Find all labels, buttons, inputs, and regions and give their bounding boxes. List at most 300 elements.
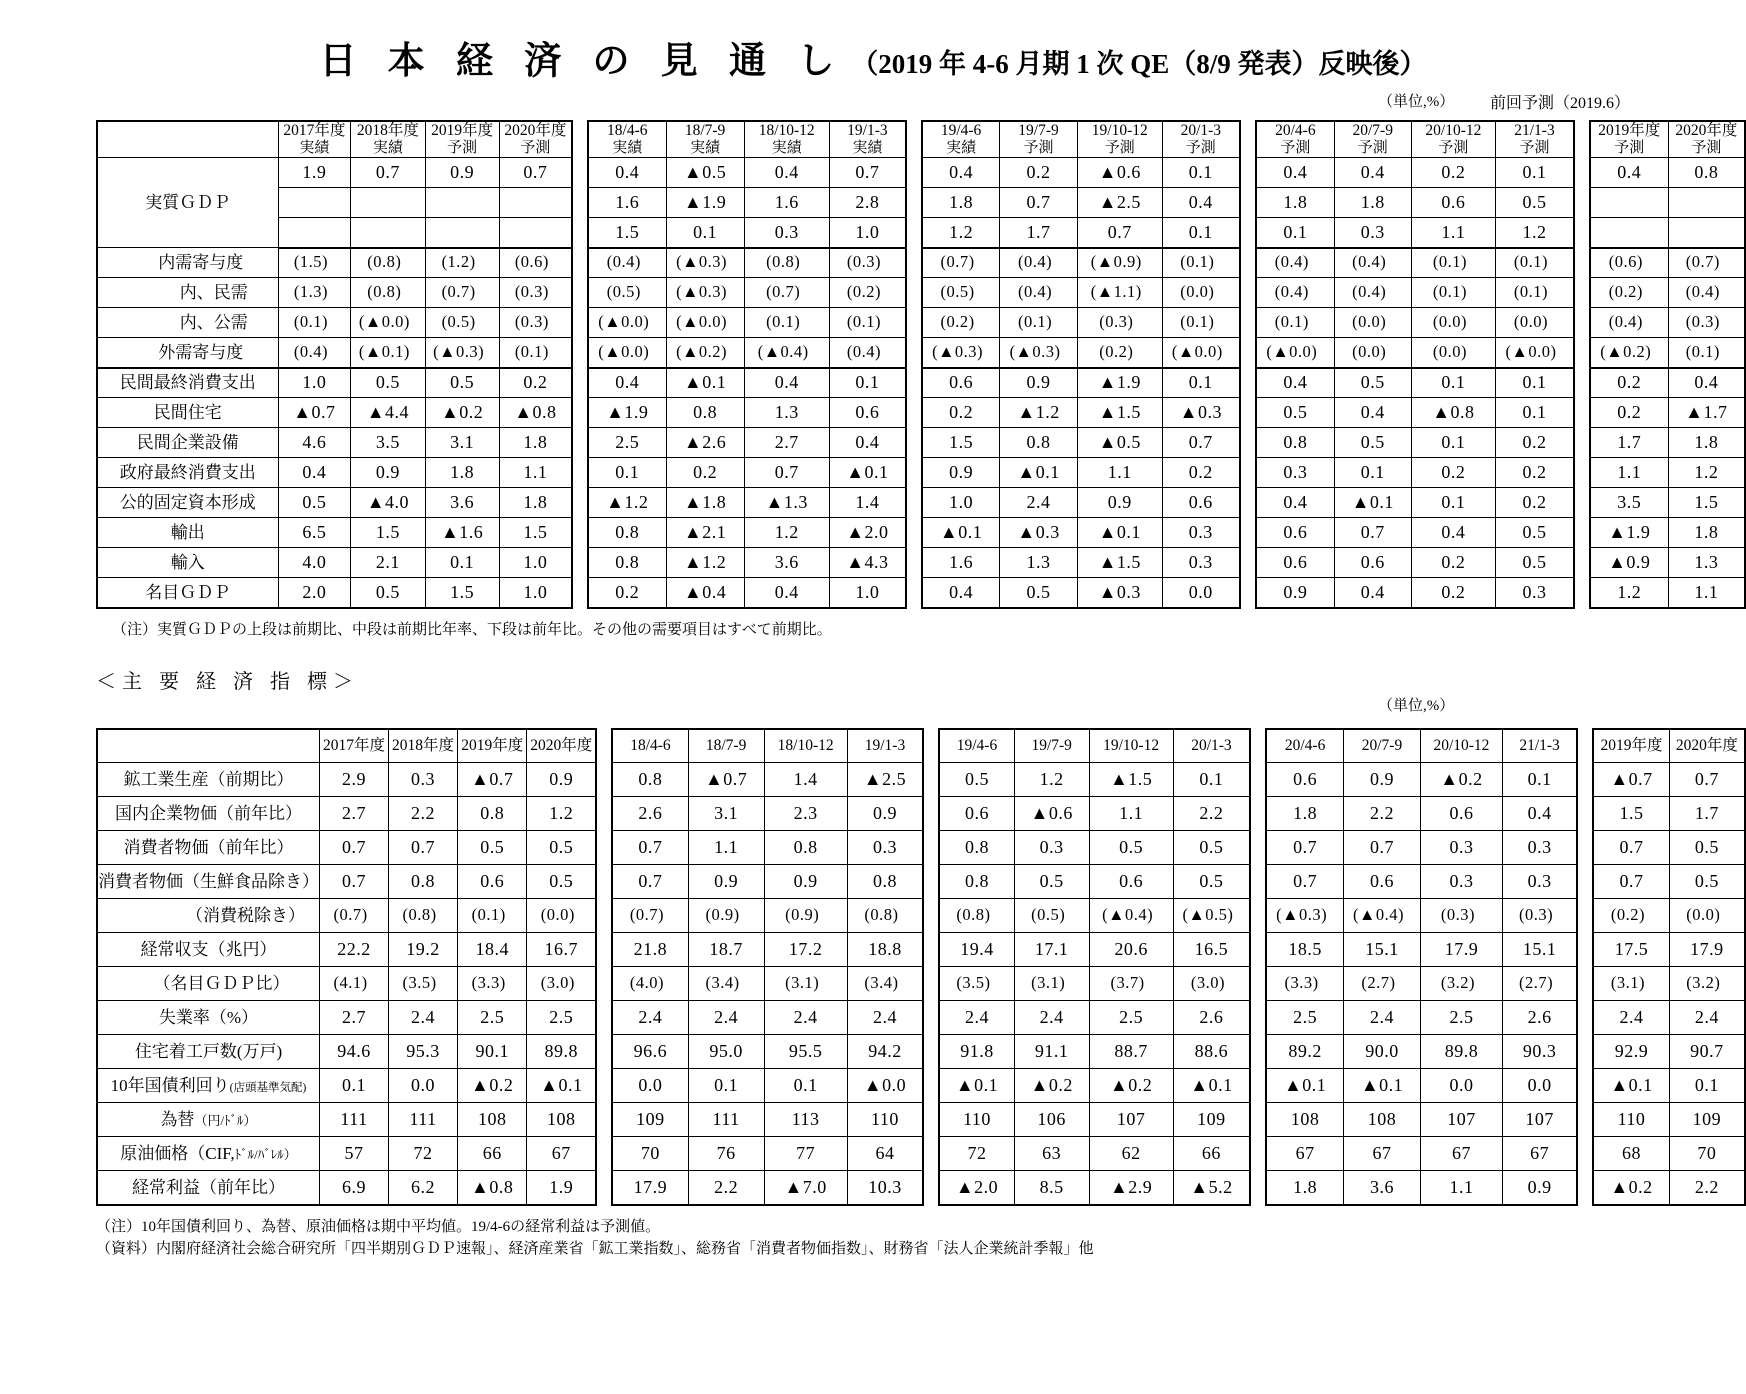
gdp-value-2-3: ▲2.5: [1077, 188, 1162, 218]
cell-r3-c3: 0.5: [458, 831, 527, 865]
cell-r7-c1: (4.0): [612, 967, 688, 1001]
gdp-value-3-3: [425, 218, 499, 248]
cell-r4-c1: 0.8: [939, 865, 1014, 899]
gdp-value-3-2: 1.7: [1000, 218, 1078, 248]
gdp-value-1-1: 0.4: [588, 158, 666, 188]
cell-r12-c3: 77: [764, 1137, 847, 1171]
cell-r10-c4: ▲0.1: [527, 1069, 596, 1103]
table-row: [1256, 338, 1574, 368]
cell-r3-c1: 0.7: [320, 831, 389, 865]
cell-r7-c3: ▲0.5: [1077, 428, 1162, 458]
row-label-text: （名目ＧＤＰ比）: [153, 973, 290, 993]
table-row: [922, 248, 1240, 278]
cell-r8-c3: 0.7: [744, 458, 829, 488]
cell-r1-c4: (0.1): [1162, 248, 1240, 278]
cell-r3-c4: 0.5: [527, 831, 596, 865]
cell-r2-c2: (0.4): [1668, 278, 1745, 308]
cell-r2-c1: 1.8: [1266, 797, 1343, 831]
table1-quarter-block-1: [587, 120, 907, 609]
cell-r6-c4: 15.1: [1502, 933, 1577, 967]
cell-r3-c1: (0.1): [278, 308, 351, 338]
row-label-text: 失業率（%）: [158, 1007, 259, 1027]
gdp-value-2-4: 0.4: [1162, 188, 1240, 218]
cell-r13-c3: ▲0.8: [458, 1171, 527, 1205]
cell-r2-c4: 2.2: [1173, 797, 1250, 831]
row-label-3: 内、公需: [97, 308, 278, 338]
cell-r7-c4: (3.0): [1173, 967, 1250, 1001]
cell-r5-c1: (0.2): [1593, 899, 1669, 933]
cell-r10-c1: 0.6: [1256, 518, 1334, 548]
cell-r8-c2: 2.4: [688, 1001, 764, 1035]
cell-r1-c3: (▲0.9): [1077, 248, 1162, 278]
unit-caption: （単位,%）: [1378, 94, 1455, 110]
cell-r11-c3: 108: [458, 1103, 527, 1137]
cell-r3-c3: (0.3): [1077, 308, 1162, 338]
cell-r8-c4: 0.2: [1162, 458, 1240, 488]
cell-r11-c1: 0.8: [588, 548, 666, 578]
cell-r8-c4: 0.2: [1496, 458, 1574, 488]
cell-r7-c4: (3.0): [527, 967, 596, 1001]
table-row: [612, 797, 923, 831]
cell-r3-c1: (0.4): [1590, 308, 1668, 338]
row-label-1: [97, 763, 320, 797]
cell-r3-c3: 0.3: [1421, 831, 1503, 865]
cell-r5-c4: 0.2: [499, 368, 572, 398]
cell-r11-c2: 1.3: [1668, 548, 1745, 578]
column-header-kind: 実績: [771, 139, 802, 156]
row-label-8: [97, 1001, 320, 1035]
row-label-text: 原油価格（CIF,: [120, 1143, 235, 1163]
table-row: [1593, 1001, 1745, 1035]
cell-r10-c1: ▲1.9: [1590, 518, 1668, 548]
table1-note: （注）実質ＧＤＰの上段は前期比、中段は前期比年率、下段は前年比。その他の需要項目はすべて前期比。: [112, 621, 832, 638]
column-header-2: 20/7-9: [1343, 729, 1420, 763]
cell-r9-c1: 0.5: [278, 488, 351, 518]
column-header-4: [829, 121, 906, 158]
column-header-2: 2018年度: [389, 729, 458, 763]
cell-r5-c2: (▲0.4): [1343, 899, 1420, 933]
cell-r5-c4: (0.8): [847, 899, 923, 933]
row-label-gdp: 実質ＧＤＰ: [97, 158, 278, 248]
column-header-kind: 予測: [1185, 139, 1216, 156]
cell-r6-c1: 18.5: [1266, 933, 1343, 967]
table2-quarter-block-2: [938, 728, 1251, 1206]
cell-r2-c4: 0.9: [847, 797, 923, 831]
table-row: [97, 865, 596, 899]
column-header-kind: 予測: [1357, 139, 1388, 156]
header-blank-cell: [97, 121, 278, 158]
column-header-1: 20/4-6: [1266, 729, 1343, 763]
cell-r2-c1: 2.6: [612, 797, 688, 831]
cell-r9-c1: 92.9: [1593, 1035, 1669, 1069]
row-label-7: 民間企業設備: [97, 428, 278, 458]
cell-r9-c4: 1.4: [829, 488, 906, 518]
table-row: [1266, 1171, 1577, 1205]
row-label-4: 外需寄与度: [97, 338, 278, 368]
cell-r1-c2: ▲0.7: [688, 763, 764, 797]
cell-r10-c3: ▲0.2: [458, 1069, 527, 1103]
cell-r6-c2: 17.9: [1669, 933, 1745, 967]
gdp-value-2-1: [1590, 188, 1668, 218]
cell-r5-c3: (0.3): [1421, 899, 1503, 933]
table-row: [612, 865, 923, 899]
table-row: [1590, 548, 1745, 578]
gdp-value-1-1: 0.4: [922, 158, 1000, 188]
cell-r1-c4: 0.9: [527, 763, 596, 797]
table-row: [1590, 518, 1745, 548]
cell-r3-c4: (0.1): [1162, 308, 1240, 338]
table-row: [1590, 368, 1745, 398]
cell-r1-c1: ▲0.7: [1593, 763, 1669, 797]
table-row: [1590, 188, 1745, 218]
cell-r4-c2: 0.9: [688, 865, 764, 899]
column-header-1: [1256, 121, 1334, 158]
table-row: [939, 967, 1250, 1001]
cell-r9-c4: 0.2: [1496, 488, 1574, 518]
cell-r9-c3: 89.8: [1421, 1035, 1503, 1069]
cell-r12-c1: 67: [1266, 1137, 1343, 1171]
table-row: [612, 967, 923, 1001]
column-header-period: 2017年度: [283, 122, 346, 139]
row-label-11: [97, 1103, 320, 1137]
cell-r10-c2: 1.5: [351, 518, 425, 548]
cell-r8-c2: ▲0.1: [1000, 458, 1078, 488]
row-sublabel-text: ﾄﾞﾙ/ﾊﾞﾚﾙ）: [234, 1146, 297, 1162]
table1-area: [96, 120, 1746, 609]
cell-r8-c3: 2.5: [458, 1001, 527, 1035]
cell-r11-c3: 107: [1089, 1103, 1173, 1137]
cell-r3-c1: (0.2): [922, 308, 1000, 338]
table-row: [939, 797, 1250, 831]
cell-r9-c2: 95.3: [389, 1035, 458, 1069]
cell-r3-c2: 0.7: [1343, 831, 1420, 865]
cell-r10-c4: 0.3: [1162, 518, 1240, 548]
cell-r11-c1: 110: [1593, 1103, 1669, 1137]
table-row: [1593, 967, 1745, 1001]
cell-r10-c4: ▲2.0: [829, 518, 906, 548]
gdp-value-2-2: ▲1.9: [666, 188, 744, 218]
cell-r7-c2: 1.8: [1668, 428, 1745, 458]
table-row: [922, 188, 1240, 218]
table-row: [588, 158, 906, 188]
cell-r2-c2: ▲0.6: [1014, 797, 1089, 831]
cell-r1-c2: 1.2: [1014, 763, 1089, 797]
cell-r5-c1: (▲0.3): [1266, 899, 1343, 933]
table-row: [97, 121, 572, 158]
cell-r2-c2: 3.1: [688, 797, 764, 831]
cell-r7-c1: (3.3): [1266, 967, 1343, 1001]
cell-r5-c1: (0.8): [939, 899, 1014, 933]
cell-r6-c2: 15.1: [1343, 933, 1420, 967]
cell-r9-c2: 90.0: [1343, 1035, 1420, 1069]
cell-r13-c2: 2.2: [1669, 1171, 1745, 1205]
cell-r8-c4: ▲0.1: [829, 458, 906, 488]
row-label-9: [97, 1035, 320, 1069]
column-header-2: [1000, 121, 1078, 158]
cell-r5-c3: (▲0.4): [1089, 899, 1173, 933]
cell-r4-c1: (▲0.0): [588, 338, 666, 368]
cell-r2-c1: 1.5: [1593, 797, 1669, 831]
table-row: [1593, 1035, 1745, 1069]
row-label-text: 為替: [160, 1109, 195, 1129]
cell-r9-c2: ▲1.8: [666, 488, 744, 518]
cell-r2-c4: (0.1): [1496, 278, 1574, 308]
cell-r2-c1: (1.3): [278, 278, 351, 308]
column-header-1: [1590, 121, 1668, 158]
table-row: [97, 458, 572, 488]
cell-r8-c3: 1.8: [425, 458, 499, 488]
cell-r3-c3: (0.0): [1411, 308, 1495, 338]
cell-r9-c4: 94.2: [847, 1035, 923, 1069]
column-header-period: 2019年度: [1598, 122, 1661, 139]
cell-r12-c2: 1.1: [1668, 578, 1745, 608]
cell-r7-c4: 1.8: [499, 428, 572, 458]
cell-r6-c2: 18.7: [688, 933, 764, 967]
cell-r5-c4: 0.1: [1496, 368, 1574, 398]
cell-r2-c4: 0.4: [1502, 797, 1577, 831]
cell-r5-c4: 0.1: [1162, 368, 1240, 398]
cell-r6-c2: ▲4.4: [351, 398, 425, 428]
cell-r12-c4: 0.3: [1496, 578, 1574, 608]
table-row: [1593, 1171, 1745, 1205]
cell-r7-c4: 0.7: [1162, 428, 1240, 458]
table-row: [1266, 1137, 1577, 1171]
cell-r3-c1: (▲0.0): [588, 308, 666, 338]
cell-r12-c4: 67: [527, 1137, 596, 1171]
table-row: [1590, 458, 1745, 488]
cell-r2-c4: 1.2: [527, 797, 596, 831]
row-label-4: [97, 865, 320, 899]
cell-r12-c1: 0.4: [922, 578, 1000, 608]
table-row: [588, 458, 906, 488]
cell-r6-c3: ▲0.2: [425, 398, 499, 428]
cell-r3-c2: (▲0.0): [666, 308, 744, 338]
table-row: [1266, 831, 1577, 865]
cell-r10-c2: 0.0: [389, 1069, 458, 1103]
row-label-7: [97, 967, 320, 1001]
cell-r4-c4: 0.3: [1502, 865, 1577, 899]
cell-r10-c2: ▲2.1: [666, 518, 744, 548]
cell-r5-c1: 0.6: [922, 368, 1000, 398]
cell-r11-c4: 109: [1173, 1103, 1250, 1137]
cell-r11-c4: 108: [527, 1103, 596, 1137]
cell-r2-c2: 2.2: [389, 797, 458, 831]
cell-r8-c1: 2.4: [612, 1001, 688, 1035]
cell-r7-c1: 1.7: [1590, 428, 1668, 458]
cell-r4-c1: (0.4): [278, 338, 351, 368]
row-label-6: [97, 933, 320, 967]
gdp-value-3-3: 1.1: [1411, 218, 1495, 248]
cell-r8-c1: 2.7: [320, 1001, 389, 1035]
cell-r8-c3: 0.2: [1411, 458, 1495, 488]
cell-r5-c2: (0.0): [1669, 899, 1745, 933]
cell-r1-c3: ▲1.5: [1089, 763, 1173, 797]
cell-r5-c1: 0.4: [1256, 368, 1334, 398]
table-row: [97, 428, 572, 458]
cell-r7-c1: (3.5): [939, 967, 1014, 1001]
cell-r1-c1: (0.7): [922, 248, 1000, 278]
column-header-period: 19/4-6: [940, 122, 982, 139]
cell-r10-c2: ▲0.1: [1343, 1069, 1420, 1103]
table-row: [922, 338, 1240, 368]
table-row: [1256, 308, 1574, 338]
table-row: [939, 933, 1250, 967]
column-header-3: [1077, 121, 1162, 158]
gdp-value-3-4: 1.2: [1496, 218, 1574, 248]
cell-r11-c1: 4.0: [278, 548, 351, 578]
column-header-period: 20/10-12: [1425, 122, 1482, 139]
cell-r11-c1: 108: [1266, 1103, 1343, 1137]
column-header-kind: 予測: [1519, 139, 1550, 156]
table-row: [1256, 368, 1574, 398]
table-row: [588, 121, 906, 158]
table-row: [1256, 121, 1574, 158]
table-row: [922, 458, 1240, 488]
cell-r6-c1: 17.5: [1593, 933, 1669, 967]
column-header-3: [425, 121, 499, 158]
cell-r7-c4: (2.7): [1502, 967, 1577, 1001]
cell-r3-c2: 1.1: [688, 831, 764, 865]
cell-r3-c2: (0.3): [1668, 308, 1745, 338]
cell-r6-c1: 21.8: [612, 933, 688, 967]
cell-r11-c4: 110: [847, 1103, 923, 1137]
column-header-1: [278, 121, 351, 158]
cell-r2-c1: (0.5): [588, 278, 666, 308]
table-row: [97, 578, 572, 608]
cell-r3-c3: (0.1): [744, 308, 829, 338]
cell-r9-c2: 2.4: [1000, 488, 1078, 518]
gdp-value-1-1: 0.4: [1590, 158, 1668, 188]
gdp-value-3-2: 0.1: [666, 218, 744, 248]
footer-note-2: （資料）内閣府経済社会総合研究所「四半期別ＧＤＰ速報」、経済産業省「鉱工業指数」、総務省「消費者物価指数」、財務省「法人企業統計季報」他: [96, 1241, 1094, 1258]
table-row: [1266, 967, 1577, 1001]
column-header-1: 19/4-6: [939, 729, 1014, 763]
column-header-period: 2019年度: [431, 122, 494, 139]
row-label-10: [97, 1069, 320, 1103]
cell-r2-c2: (0.4): [1000, 278, 1078, 308]
cell-r3-c4: 0.3: [847, 831, 923, 865]
cell-r5-c3: 0.5: [425, 368, 499, 398]
cell-r8-c2: 2.4: [1669, 1001, 1745, 1035]
cell-r6-c2: 19.2: [389, 933, 458, 967]
cell-r8-c2: 0.9: [351, 458, 425, 488]
cell-r11-c1: 109: [612, 1103, 688, 1137]
cell-r8-c4: 2.4: [847, 1001, 923, 1035]
cell-r4-c4: 0.5: [1173, 865, 1250, 899]
cell-r2-c2: 2.2: [1343, 797, 1420, 831]
gdp-value-2-2: 0.7: [1000, 188, 1078, 218]
table-row: [1256, 548, 1574, 578]
cell-r3-c2: 0.7: [389, 831, 458, 865]
table-row: [939, 763, 1250, 797]
cell-r6-c3: 17.2: [764, 933, 847, 967]
column-header-period: 2018年度: [356, 122, 419, 139]
gdp-value-1-4: 0.1: [1496, 158, 1574, 188]
column-header-3: [1411, 121, 1495, 158]
cell-r2-c2: (0.8): [351, 278, 425, 308]
cell-r6-c2: ▲1.7: [1668, 398, 1745, 428]
cell-r1-c3: ▲0.2: [1421, 763, 1503, 797]
table-row: [1593, 1103, 1745, 1137]
cell-r12-c1: 1.2: [1590, 578, 1668, 608]
row-label-9: 公的固定資本形成: [97, 488, 278, 518]
table-row: [97, 729, 596, 763]
cell-r1-c3: (0.1): [1411, 248, 1495, 278]
cell-r13-c4: 10.3: [847, 1171, 923, 1205]
cell-r10-c1: ▲0.1: [939, 1069, 1014, 1103]
gdp-value-1-4: 0.7: [829, 158, 906, 188]
cell-r4-c3: 0.3: [1421, 865, 1503, 899]
cell-r6-c1: ▲1.9: [588, 398, 666, 428]
cell-r12-c4: 64: [847, 1137, 923, 1171]
cell-r5-c2: ▲0.1: [666, 368, 744, 398]
cell-r7-c3: 2.7: [744, 428, 829, 458]
cell-r12-c3: 1.5: [425, 578, 499, 608]
gdp-value-3-1: 1.5: [588, 218, 666, 248]
table-row: [922, 518, 1240, 548]
column-header-3: 18/10-12: [764, 729, 847, 763]
table-row: [97, 1103, 596, 1137]
cell-r1-c3: 1.4: [764, 763, 847, 797]
cell-r6-c4: ▲0.8: [499, 398, 572, 428]
cell-r5-c4: (0.0): [527, 899, 596, 933]
table-row: [612, 1035, 923, 1069]
cell-r7-c2: (3.4): [688, 967, 764, 1001]
table-row: [1256, 458, 1574, 488]
table-row: [97, 797, 596, 831]
table-row: [97, 518, 572, 548]
cell-r10-c1: 0.8: [588, 518, 666, 548]
table-row: [1593, 1137, 1745, 1171]
cell-r12-c1: 68: [1593, 1137, 1669, 1171]
gdp-value-3-1: 1.2: [922, 218, 1000, 248]
cell-r8-c4: 2.6: [1173, 1001, 1250, 1035]
cell-r11-c2: 108: [1343, 1103, 1420, 1137]
cell-r1-c1: (0.4): [1256, 248, 1334, 278]
cell-r4-c3: 0.6: [1089, 865, 1173, 899]
cell-r8-c3: 2.5: [1089, 1001, 1173, 1035]
table-row: [1590, 338, 1745, 368]
table-row: [97, 1137, 596, 1171]
gdp-value-1-1: 1.9: [278, 158, 351, 188]
row-label-12: 名目ＧＤＰ: [97, 578, 278, 608]
row-label-13: [97, 1171, 320, 1205]
row-label-text: 10年国債利回り: [110, 1075, 230, 1095]
table-row: [939, 1103, 1250, 1137]
cell-r11-c1: 0.6: [1256, 548, 1334, 578]
cell-r10-c3: 1.2: [744, 518, 829, 548]
table-row: [97, 488, 572, 518]
column-header-2: 2020年度: [1669, 729, 1745, 763]
cell-r5-c2: 0.5: [1334, 368, 1411, 398]
gdp-value-3-1: 0.1: [1256, 218, 1334, 248]
table-row: [1256, 248, 1574, 278]
column-header-2: [351, 121, 425, 158]
gdp-value-2-1: [278, 188, 351, 218]
table-row: [97, 831, 596, 865]
cell-r7-c2: (3.2): [1669, 967, 1745, 1001]
cell-r7-c4: 0.2: [1496, 428, 1574, 458]
column-header-4: [1496, 121, 1574, 158]
footer-note-1: （注）10年国債利回り、為替、原油価格は期中平均値。19/4-6の経常利益は予測値。: [96, 1218, 661, 1235]
cell-r7-c1: 4.6: [278, 428, 351, 458]
cell-r1-c4: 0.1: [1173, 763, 1250, 797]
cell-r4-c4: (▲0.0): [1496, 338, 1574, 368]
table-row: [588, 548, 906, 578]
cell-r2-c3: (0.7): [425, 278, 499, 308]
cell-r1-c1: 2.9: [320, 763, 389, 797]
cell-r12-c1: 72: [939, 1137, 1014, 1171]
